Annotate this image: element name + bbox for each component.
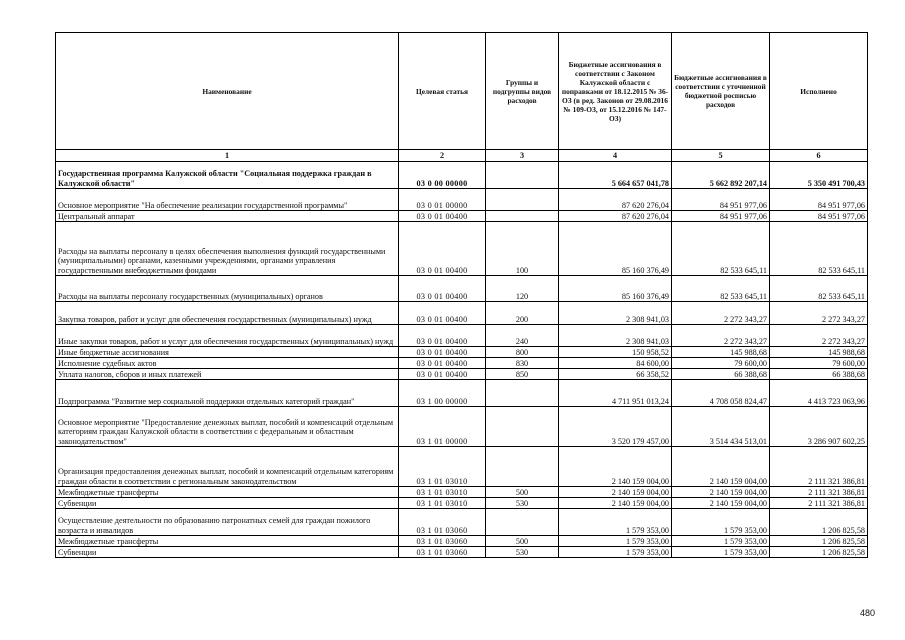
row-group: 240	[486, 325, 559, 347]
row-group: 850	[486, 369, 559, 380]
row-executed: 2 272 343,27	[770, 325, 868, 347]
row-executed: 82 533 645,11	[770, 222, 868, 276]
header-law-allocation: Бюджетные ассигнования в соответствии с Законом Калужской области с поправками от 18.12.2015 № 36-ОЗ (в ред. Законов от 29.08.2016 № 109-ОЗ, от 15.12.2016 № 147-ОЗ)	[559, 33, 672, 150]
row-executed: 1 206 825,58	[770, 509, 868, 536]
row-refined: 84 951 977,06	[672, 189, 770, 211]
row-code: 03 0 01 00400	[399, 358, 486, 369]
row-law: 87 620 276,04	[559, 189, 672, 211]
column-number: 6	[770, 150, 868, 162]
row-law: 5 664 657 041,78	[559, 162, 672, 189]
row-executed: 1 206 825,58	[770, 547, 868, 558]
row-code: 03 1 01 03010	[399, 447, 486, 487]
row-name: Субвенции	[56, 498, 399, 509]
table-row	[56, 380, 868, 407]
row-code: 03 0 00 00000	[399, 162, 486, 189]
row-executed: 3 286 907 602,25	[770, 407, 868, 447]
row-group: 120	[486, 276, 559, 302]
row-code: 03 0 01 00400	[399, 302, 486, 325]
row-group	[486, 447, 559, 487]
table-body	[56, 150, 868, 558]
row-refined: 3 514 434 513,01	[672, 407, 770, 447]
row-refined: 2 272 343,27	[672, 325, 770, 347]
row-group: 800	[486, 347, 559, 358]
row-refined: 2 140 159 004,00	[672, 487, 770, 498]
table-row	[56, 547, 868, 558]
row-group	[486, 189, 559, 211]
row-code: 03 1 01 03060	[399, 547, 486, 558]
row-executed: 2 111 321 386,81	[770, 447, 868, 487]
row-law: 85 160 376,49	[559, 276, 672, 302]
row-group: 830	[486, 358, 559, 369]
row-code: 03 0 01 00400	[399, 211, 486, 222]
column-number: 5	[672, 150, 770, 162]
column-number: 1	[56, 150, 399, 162]
row-executed: 82 533 645,11	[770, 276, 868, 302]
row-refined: 82 533 645,11	[672, 222, 770, 276]
row-name: Государственная программа Калужской области "Социальная поддержка граждан в Калужской области"	[56, 162, 399, 189]
table-row	[56, 536, 868, 547]
row-refined: 145 988,68	[672, 347, 770, 358]
row-refined: 1 579 353,00	[672, 509, 770, 536]
row-name: Межбюджетные трансферты	[56, 536, 399, 547]
row-law: 2 308 941,03	[559, 302, 672, 325]
row-code: 03 0 01 00000	[399, 189, 486, 211]
row-group	[486, 509, 559, 536]
row-code: 03 0 01 00400	[399, 325, 486, 347]
column-number: 2	[399, 150, 486, 162]
row-refined: 66 388,68	[672, 369, 770, 380]
column-number: 3	[486, 150, 559, 162]
row-name: Центральный аппарат	[56, 211, 399, 222]
table-row	[56, 162, 868, 189]
row-law: 84 600,00	[559, 358, 672, 369]
row-code: 03 0 01 00400	[399, 276, 486, 302]
row-executed: 84 951 977,06	[770, 211, 868, 222]
row-code: 03 0 01 00400	[399, 347, 486, 358]
row-group	[486, 407, 559, 447]
row-group	[486, 211, 559, 222]
row-refined: 84 951 977,06	[672, 211, 770, 222]
table-row	[56, 276, 868, 302]
row-code: 03 1 01 03060	[399, 509, 486, 536]
table-row	[56, 347, 868, 358]
row-name: Осуществление деятельности по образованию патронатных семей для граждан пожилого возраста и инвалидов	[56, 509, 399, 536]
row-group	[486, 380, 559, 407]
row-code: 03 1 01 00000	[399, 407, 486, 447]
row-group: 530	[486, 547, 559, 558]
row-code: 03 1 01 03010	[399, 487, 486, 498]
row-group	[486, 162, 559, 189]
table-row	[56, 498, 868, 509]
row-law: 150 958,52	[559, 347, 672, 358]
header-name: Наименование	[56, 33, 399, 150]
table-row	[56, 487, 868, 498]
row-name: Подпрограмма "Развитие мер социальной поддержки отдельных категорий граждан"	[56, 380, 399, 407]
row-refined: 4 708 058 824,47	[672, 380, 770, 407]
row-executed: 84 951 977,06	[770, 189, 868, 211]
row-law: 4 711 951 013,24	[559, 380, 672, 407]
table-row	[56, 509, 868, 536]
table-row	[56, 407, 868, 447]
row-refined: 2 140 159 004,00	[672, 498, 770, 509]
table-header	[56, 33, 868, 150]
row-name: Основное мероприятие "Предоставление денежных выплат, пособий и компенсаций отдельным категориям граждан Калужской области в соответствии с федеральным и областным законодательством"	[56, 407, 399, 447]
row-group: 530	[486, 498, 559, 509]
table-row	[56, 358, 868, 369]
row-name: Субвенции	[56, 547, 399, 558]
row-name: Расходы на выплаты персоналу в целях обеспечения выполнения функций государственными (муниципальными) органами, казенными учреждениями, органами управления государственными внебюджетными фондами	[56, 222, 399, 276]
row-executed: 145 988,68	[770, 347, 868, 358]
row-name: Основное мероприятие "На обеспечение реализации государственной программы"	[56, 189, 399, 211]
column-number-row	[56, 150, 868, 162]
row-executed: 2 111 321 386,81	[770, 487, 868, 498]
row-group: 200	[486, 302, 559, 325]
row-code: 03 1 01 03060	[399, 536, 486, 547]
row-refined: 82 533 645,11	[672, 276, 770, 302]
row-law: 2 308 941,03	[559, 325, 672, 347]
table-row	[56, 222, 868, 276]
table-row	[56, 447, 868, 487]
budget-table	[55, 32, 868, 558]
header-refined-allocation: Бюджетные ассигнования в соответствии с уточненной бюджетной росписью расходов	[672, 33, 770, 150]
row-executed: 2 111 321 386,81	[770, 498, 868, 509]
row-group: 100	[486, 222, 559, 276]
row-law: 1 579 353,00	[559, 536, 672, 547]
header-code: Целевая статья	[399, 33, 486, 150]
row-code: 03 1 01 03010	[399, 498, 486, 509]
row-name: Исполнение судебных актов	[56, 358, 399, 369]
row-law: 2 140 159 004,00	[559, 487, 672, 498]
table-row	[56, 369, 868, 380]
page-number: 480	[860, 608, 876, 618]
row-code: 03 1 00 00000	[399, 380, 486, 407]
row-law: 85 160 376,49	[559, 222, 672, 276]
row-name: Уплата налогов, сборов и иных платежей	[56, 369, 399, 380]
table-row	[56, 325, 868, 347]
row-executed: 66 388,68	[770, 369, 868, 380]
row-code: 03 0 01 00400	[399, 222, 486, 276]
row-name: Организация предоставления денежных выплат, пособий и компенсаций отдельным категориям граждан области в соответствии с региональным законодательством	[56, 447, 399, 487]
row-refined: 5 662 892 207,14	[672, 162, 770, 189]
row-refined: 2 272 343,27	[672, 302, 770, 325]
row-refined: 1 579 353,00	[672, 547, 770, 558]
row-name: Межбюджетные трансферты	[56, 487, 399, 498]
header-executed: Исполнено	[770, 33, 868, 150]
row-group: 500	[486, 536, 559, 547]
row-law: 1 579 353,00	[559, 547, 672, 558]
row-name: Иные бюджетные ассигнования	[56, 347, 399, 358]
row-name: Закупка товаров, работ и услуг для обеспечения государственных (муниципальных) нужд	[56, 302, 399, 325]
row-law: 1 579 353,00	[559, 509, 672, 536]
row-executed: 2 272 343,27	[770, 302, 868, 325]
table-row	[56, 211, 868, 222]
row-refined: 2 140 159 004,00	[672, 447, 770, 487]
row-law: 87 620 276,04	[559, 211, 672, 222]
table-row	[56, 189, 868, 211]
header-group: Группы и подгруппы видов расходов	[486, 33, 559, 150]
row-executed: 79 600,00	[770, 358, 868, 369]
row-law: 3 520 179 457,00	[559, 407, 672, 447]
row-law: 2 140 159 004,00	[559, 447, 672, 487]
row-executed: 5 350 491 700,43	[770, 162, 868, 189]
row-group: 500	[486, 487, 559, 498]
row-code: 03 0 01 00400	[399, 369, 486, 380]
row-name: Расходы на выплаты персоналу государственных (муниципальных) органов	[56, 276, 399, 302]
table-row	[56, 302, 868, 325]
row-refined: 1 579 353,00	[672, 536, 770, 547]
row-executed: 1 206 825,58	[770, 536, 868, 547]
row-name: Иные закупки товаров, работ и услуг для обеспечения государственных (муниципальных) нужд	[56, 325, 399, 347]
row-law: 66 358,52	[559, 369, 672, 380]
row-refined: 79 600,00	[672, 358, 770, 369]
column-number: 4	[559, 150, 672, 162]
row-executed: 4 413 723 063,96	[770, 380, 868, 407]
row-law: 2 140 159 004,00	[559, 498, 672, 509]
